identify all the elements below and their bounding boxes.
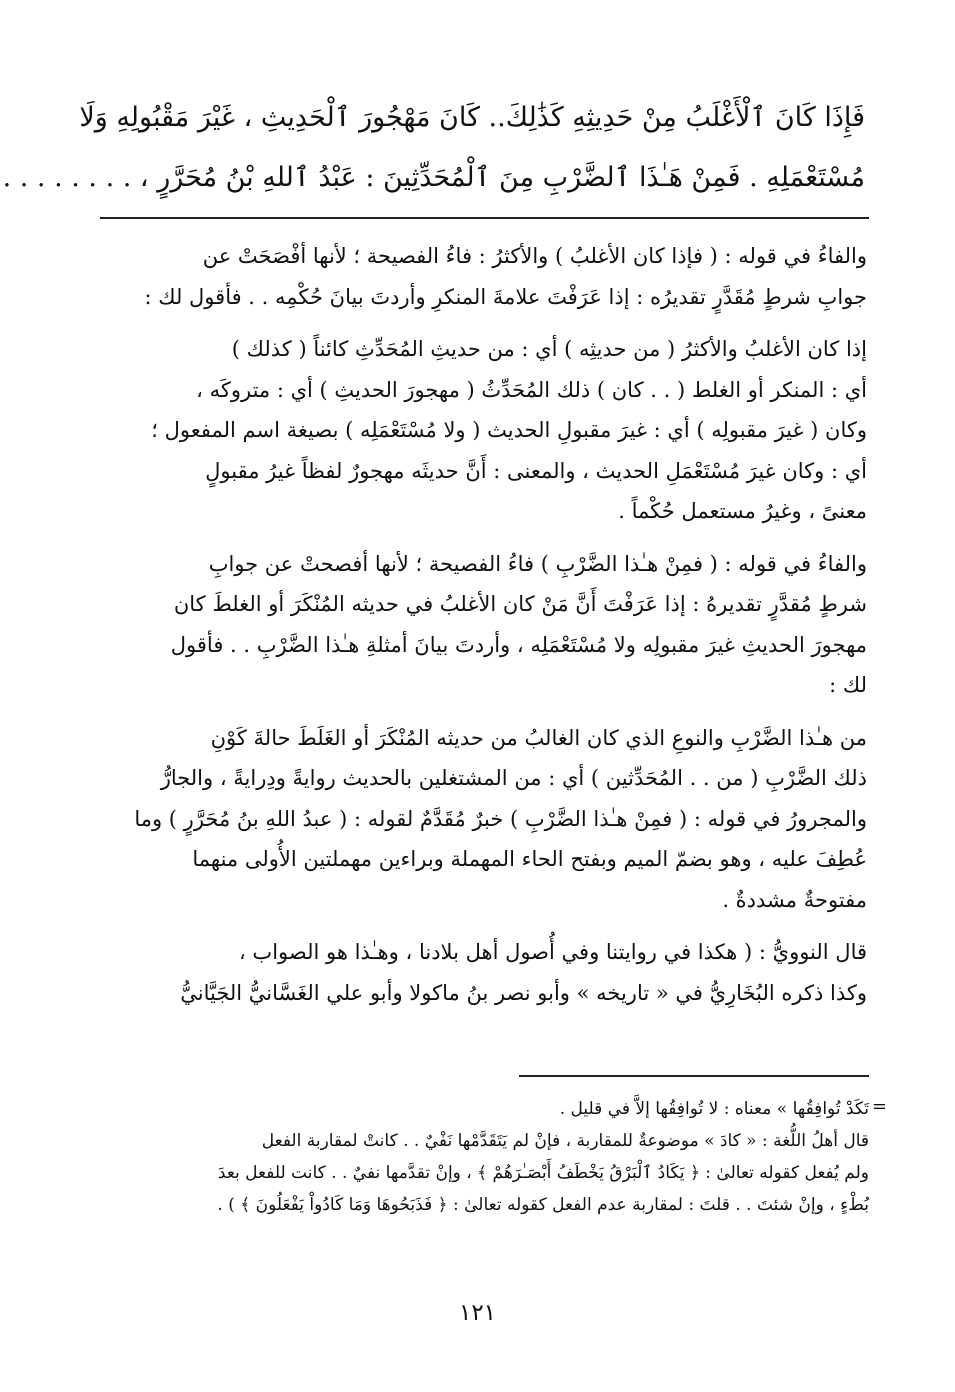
- commentary-line: أي : وكان غيرَ مُسْتَعْمَلِ الحديث ، والمعنى : أَنَّ حديثَه مهجورٌ لفظاً غيرُ مقبولٍ: [205, 458, 867, 483]
- commentary-line: قال النوويُّ : ( هكذا في روايتنا وفي أُصول أهل بلادنا ، وهـٰذا هو الصواب ،: [238, 940, 867, 964]
- commentary-paragraph: [100, 236, 867, 317]
- commentary-line: لك :: [829, 673, 867, 697]
- main-text: [2, 88, 865, 208]
- commentary-line: مفتوحةٌ مشددةٌ .: [722, 887, 867, 912]
- main-text-line: مُسْتَعْمَلِهِ . فَمِنْ هَـٰذَا ٱلضَّرْبِ مِنَ ٱلْمُحَدِّثِينَ : عَبْدُ ٱللهِ بْنُ مُحَرَّرٍ ، . . . . . . . .: [2, 162, 865, 193]
- commentary-line: عُطِفَ عليه ، وهو بضمّ الميم وبفتح الحاء المهملة وبراءين مهملتين الأُولى منهما: [192, 847, 867, 871]
- commentary-line: وكان ( غيرَ مقبولِه ) أي : غيرَ مقبولِ الحديث ( ولا مُسْتَعْمَلِه ) بصيغة اسم المفعول ؛: [151, 418, 867, 442]
- commentary-paragraph: [100, 718, 867, 921]
- commentary-line: والمجرورُ في قوله : ( فمِنْ هـٰذا الضَّرْبِ ) خبرٌ مُقَدَّمٌ لقوله : ( عبدُ اللهِ بنُ مُحَرَّرٍ ) وما: [134, 806, 867, 831]
- commentary-line: والفاءُ في قوله : ( فمِنْ هـٰذا الضَّرْبِ ) فاءُ الفصيحة ؛ لأنها أفصحتْ عن جوابِ: [208, 551, 867, 576]
- main-text-line: فَإِذَا كَانَ ٱلْأَغْلَبُ مِنْ حَدِيثِهِ كَذَٰلِكَ.. كَانَ مَهْجُورَ ٱلْحَدِيثِ ، غَيْرَ مَقْبُولِهِ وَلَا: [79, 102, 865, 133]
- commentary-line: شرطٍ مُقدَّرٍ تقديرهُ : إذا عَرَفْتَ أَنَّ مَنْ كان الأغلبُ في حديثه المُنْكَرَ أو الغلطَ كان: [173, 592, 867, 616]
- commentary-paragraph: [100, 932, 867, 1013]
- commentary-line: جوابِ شرطٍ مُقَدَّرٍ تقديرُه : إذا عَرَفْتَ علامةَ المنكرِ وأردتَ بيانَ حُكْمِه . . فأقول لك :: [144, 284, 867, 309]
- commentary-line: معنىً ، وغيرُ مستعمل حُكْماً .: [618, 499, 867, 523]
- footnote-continuation-marker: =: [871, 1096, 887, 1117]
- commentary-line: مهجورَ الحديثِ غيرَ مقبولِه ولا مُسْتَعْمَلِه ، وأردتَ بيانَ أمثلةِ هـٰذا الضَّرْبِ . . فأقول: [170, 632, 867, 657]
- commentary-line: أي : المنكر أو الغلط ( . . كان ) ذلك المُحَدِّثُ ( مهجورَ الحديثِ ) أي : متروكَه ،: [196, 377, 867, 402]
- page-number: ١٢١: [458, 1300, 497, 1326]
- commentary-paragraph: [100, 329, 867, 532]
- footnote-line: قال أهلُ اللُّغة : « كادَ » موضوعةٌ للمقاربة ، فإنْ لم يَتَقَدَّمْها نَفْيٌ . . كانتْ لمقاربة الفعل: [261, 1131, 869, 1151]
- footnote-line: بُطْءٍ ، وإنْ شئتَ . . قلتَ : لمقاربة عدم الفعل كقوله تعالىٰ : ﴿ فَذَبَحُوهَا وَمَا كَادُواْ يَفْعَلُونَ ﴾ ) .: [217, 1195, 869, 1215]
- commentary-line: وكذا ذكره البُخَارِيُّ في « تاريخه » وأبو نصر بنُ ماكولا وأبو علي الغَسَّانيُّ الجَيَّانيُّ: [180, 980, 867, 1005]
- commentary-line: من هـٰذا الضَّرْبِ والنوعِ الذي كان الغالبُ من حديثه المُنْكَرَ أو الغَلَطَ حالةَ كَوْنِ: [210, 725, 867, 750]
- footnote-line: ولم يُفعل كقوله تعالىٰ : ﴿ يَكَادُ ٱلْبَرْقُ يَخْطَفُ أَبْصَـٰرَهُمْ ﴾ ، وإنْ تقدَّمها نفيٌ . . كانت للفعل بعدَ: [217, 1163, 869, 1183]
- main-text-divider: [100, 217, 869, 219]
- commentary: [100, 236, 867, 1025]
- footnote-line: تَكَدْ تُوافِقُها » معناه : لا تُوافِقُها إلاَّ في قليل .: [559, 1099, 869, 1119]
- commentary-line: إذا كان الأغلبُ والأكثرُ ( من حديثِه ) أي : من حديثِ المُحَدِّثِ كائناً ( كذلك ): [231, 337, 867, 361]
- footnotes: [100, 1093, 869, 1221]
- commentary-line: ذلك الضَّرْبِ ( من . . المُحَدِّثين ) أي : من المشتغلين بالحديث روايةً ودِرايةً ، والجارُّ: [160, 766, 867, 790]
- footnote-divider: [519, 1075, 869, 1077]
- commentary-line: والفاءُ في قوله : ( فإذا كان الأغلبُ ) والأكثرُ : فاءُ الفصيحة ؛ لأنها أفْصَحَتْ عن: [202, 244, 867, 268]
- commentary-paragraph: [100, 544, 867, 706]
